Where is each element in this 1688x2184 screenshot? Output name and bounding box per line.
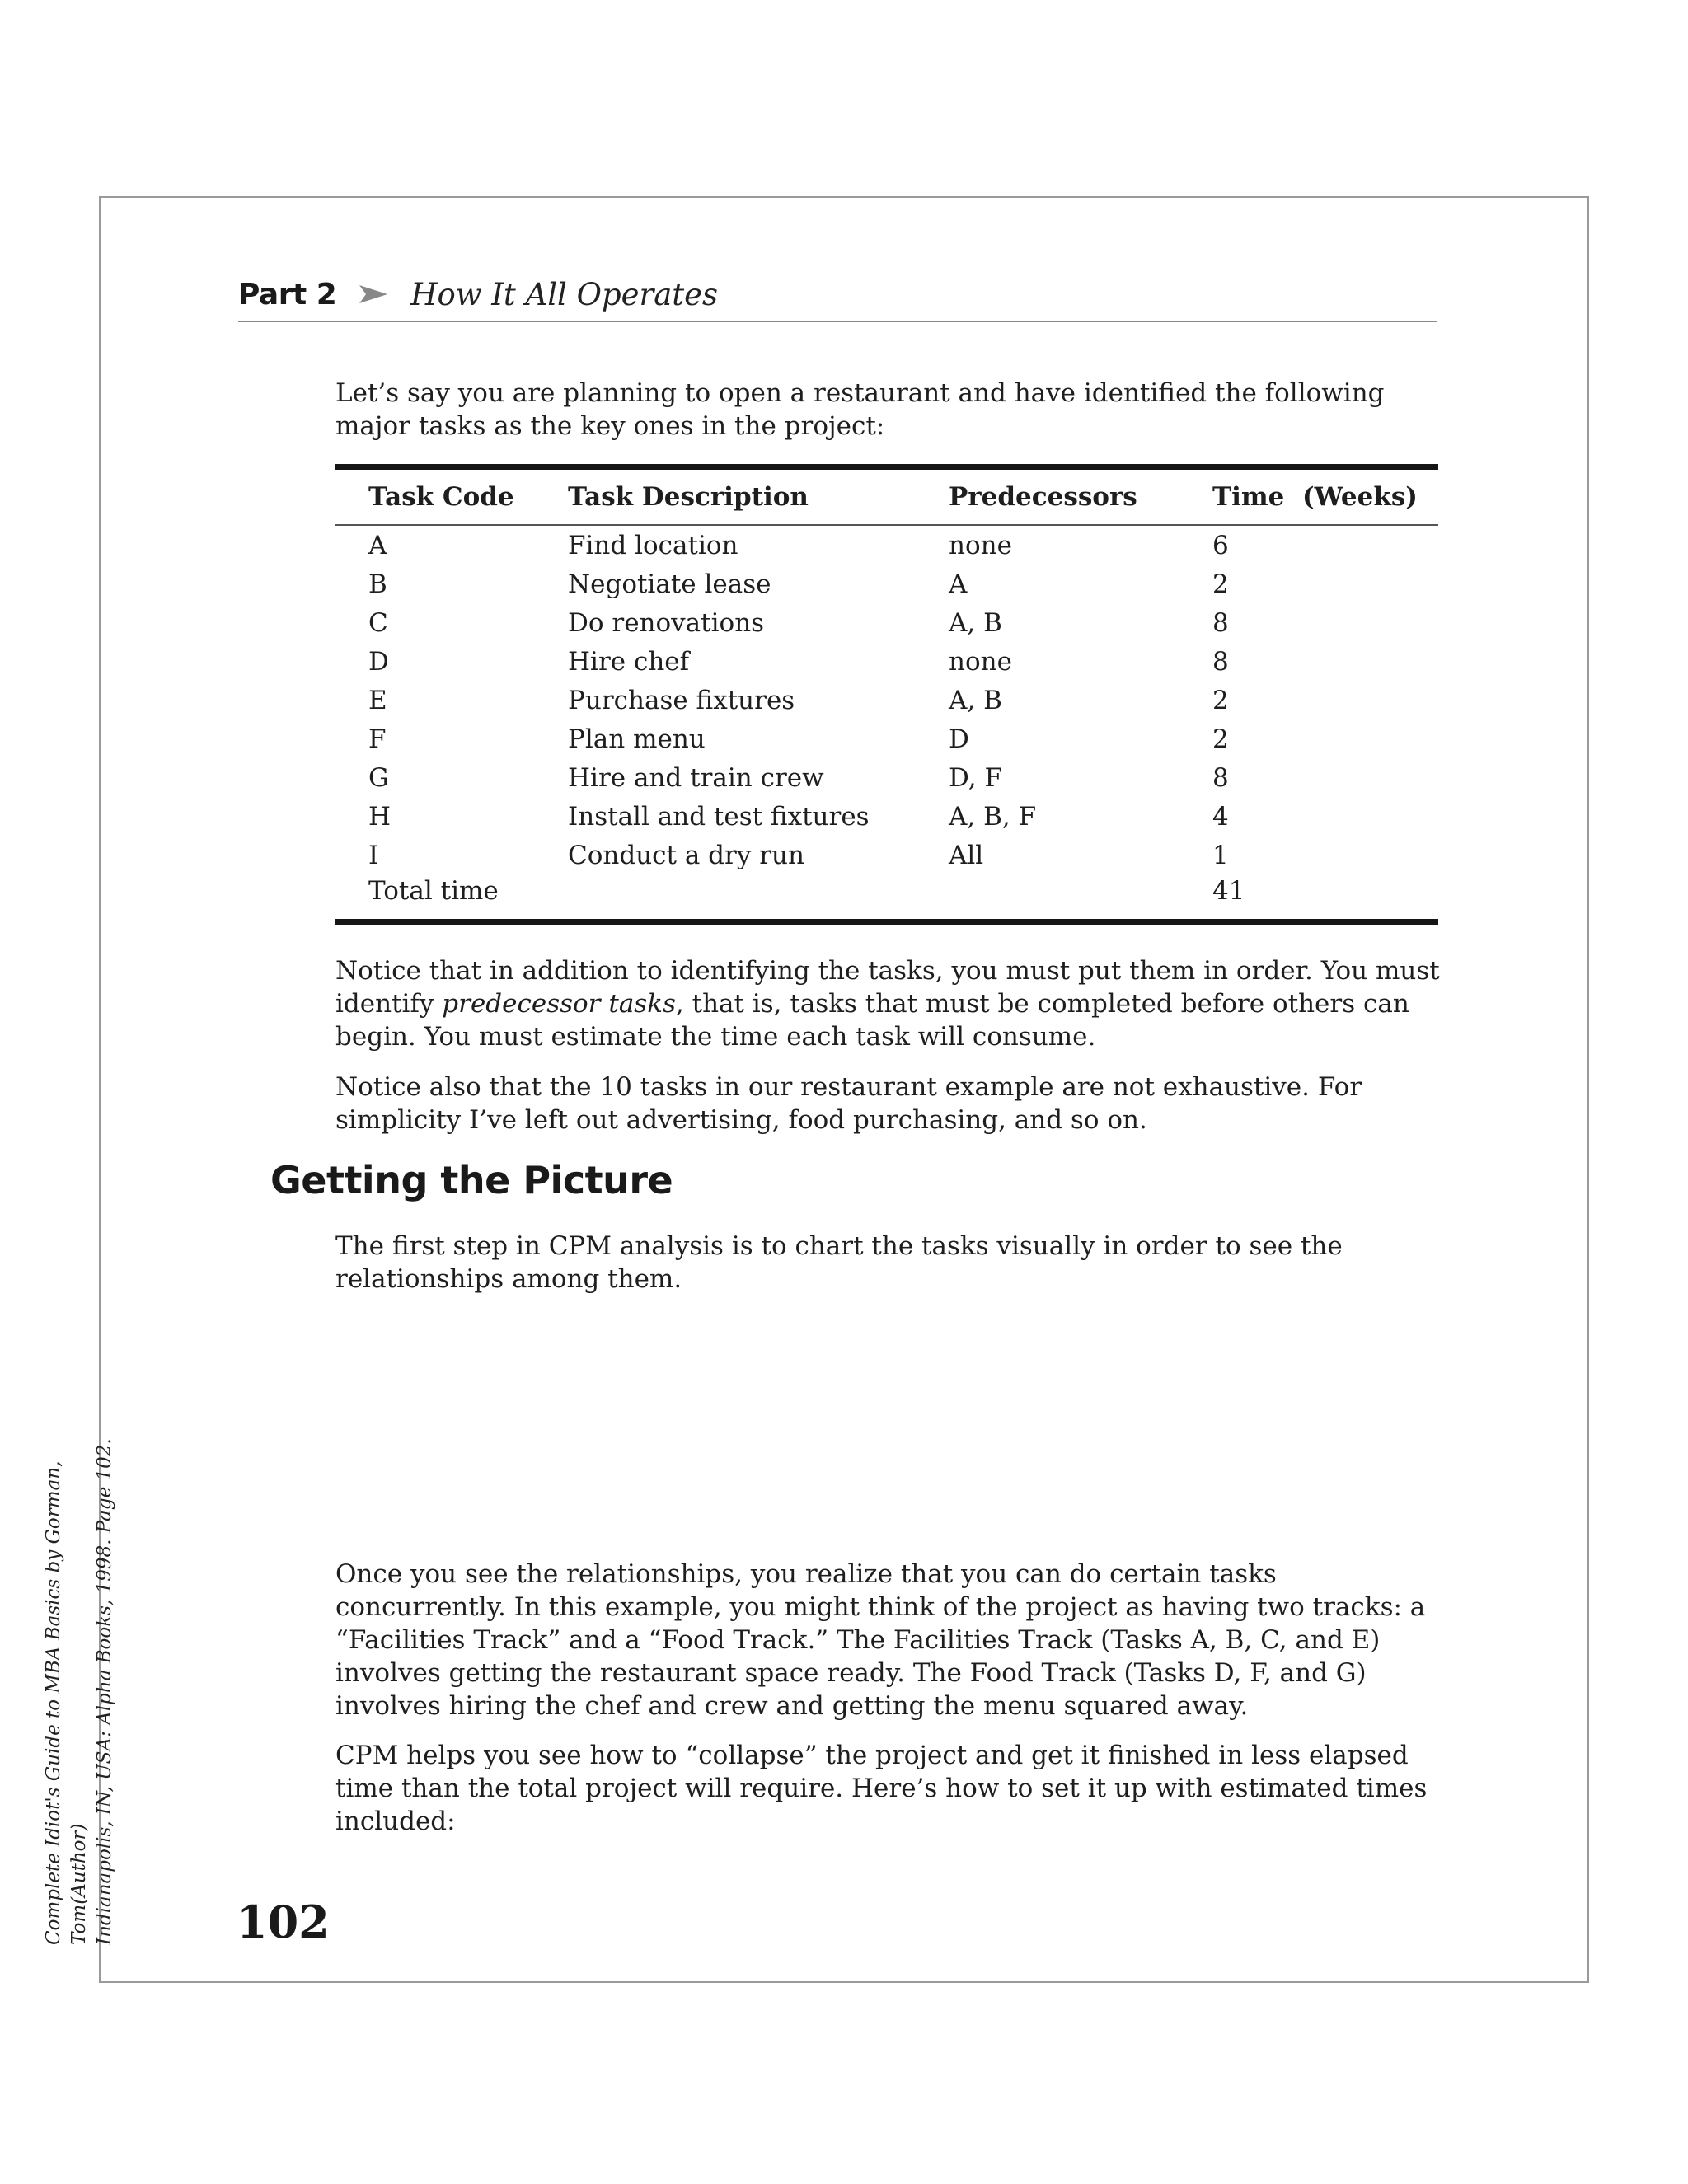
side-credit-line-1: Complete Idiot's Guide to MBA Basics by Gorman, Tom(Author) <box>43 1460 90 1945</box>
header-task-description: Task Description <box>568 467 949 526</box>
task-time: 4 <box>1212 801 1229 832</box>
task-predecessors: none <box>949 530 1012 560</box>
task-description: Do renovations <box>568 607 765 638</box>
task-time: 8 <box>1212 762 1229 793</box>
section-heading: Getting the Picture <box>270 1158 673 1202</box>
task-predecessors: All <box>949 840 984 870</box>
table-row <box>335 758 1438 797</box>
task-predecessors: D <box>949 724 969 754</box>
task-description: Hire and train crew <box>568 762 824 793</box>
total-time: 41 <box>1212 876 1245 906</box>
arrow-icon <box>359 284 387 305</box>
task-code: A <box>368 530 387 560</box>
collapse-paragraph: CPM helps you see how to “collapse” the project and get it finished in less elapsed time than the total project will require. Here’s how to set it up with estimated times included: <box>335 1741 1428 1836</box>
side-credit <box>41 1368 118 1945</box>
table-row <box>335 681 1438 719</box>
task-predecessors: none <box>949 646 1012 677</box>
task-code: D <box>368 646 389 677</box>
task-description: Conduct a dry run <box>568 840 804 870</box>
cpm-intro-paragraph: The first step in CPM analysis is to chart the tasks visually in order to see the relationships among them. <box>335 1231 1343 1294</box>
task-predecessors: A <box>949 569 968 599</box>
task-description: Purchase fixtures <box>568 685 795 715</box>
notice-emphasis: predecessor tasks <box>442 989 676 1019</box>
task-description: Hire chef <box>568 646 690 677</box>
chapter-title: How It All Operates <box>410 276 719 312</box>
task-code: C <box>368 607 388 638</box>
task-code: B <box>368 569 387 599</box>
task-description: Install and test fixtures <box>568 801 870 832</box>
header-task-code: Task Code <box>335 467 568 526</box>
task-code: E <box>368 685 387 715</box>
notice-paragraph-2: Notice also that the 10 tasks in our restaurant example are not exhaustive. For simplicity I’ve left out advertising, food purchasing, and so on. <box>335 1072 1362 1135</box>
task-code: F <box>368 724 387 754</box>
task-predecessors: A, B, F <box>949 801 1037 832</box>
running-head <box>238 268 1437 322</box>
task-predecessors: D, F <box>949 762 1002 793</box>
task-time: 2 <box>1212 569 1229 599</box>
table-row <box>335 797 1438 836</box>
table-row <box>335 719 1438 758</box>
notice-paragraph-1 <box>335 954 1440 1053</box>
header-time-weeks: Time (Weeks) <box>1212 467 1438 526</box>
task-time: 1 <box>1212 840 1229 870</box>
table-header-row <box>335 467 1438 526</box>
intro-paragraph: Let’s say you are planning to open a restaurant and have identified the following major tasks as the key ones in the project: <box>335 378 1385 441</box>
task-table <box>335 464 1438 925</box>
task-time: 2 <box>1212 724 1229 754</box>
task-code: G <box>368 762 389 793</box>
table-row <box>335 565 1438 603</box>
notice-text-start: Notice that in addition to identifying the tasks, you must put them in order. You must identify <box>335 956 1440 1019</box>
task-predecessors: A, B <box>949 685 1002 715</box>
task-time: 6 <box>1212 530 1229 560</box>
task-predecessors <box>949 874 1212 922</box>
table-row <box>335 836 1438 874</box>
task-description: Negotiate lease <box>568 569 771 599</box>
task-description <box>568 874 949 922</box>
table-row <box>335 642 1438 681</box>
task-code: I <box>368 840 379 870</box>
concurrent-paragraph: Once you see the relationships, you realize that you can do certain tasks concurrently. In this example, you might think of the project as having two tracks: a “Facilities Track” and a “Food Track.” The Facilities Track (Tasks A, B, C, and E) involves getting the restaurant space ready. The Food Track (Tasks D, F, and G) involves hiring the chef and crew and getting the menu squared away. <box>335 1559 1426 1721</box>
task-time: 8 <box>1212 646 1229 677</box>
total-label: Total time <box>368 876 499 906</box>
side-credit-line-2: Indianapolis, IN, USA: Alpha Books, 1998. Page 102. <box>94 1438 115 1945</box>
task-description: Plan menu <box>568 724 706 754</box>
part-label: Part 2 <box>238 277 337 312</box>
table-row-total <box>335 874 1438 922</box>
task-code: H <box>368 801 392 832</box>
task-time: 2 <box>1212 685 1229 715</box>
page-number: 102 <box>237 1896 330 1948</box>
table-row <box>335 525 1438 565</box>
task-description: Find location <box>568 530 738 560</box>
notice-text-end: , that is, tasks that must be completed before others can begin. You must estimate the time each task will consume. <box>335 989 1409 1052</box>
table-row <box>335 603 1438 642</box>
task-predecessors: A, B <box>949 607 1002 638</box>
task-time: 8 <box>1212 607 1229 638</box>
header-predecessors: Predecessors <box>949 467 1212 526</box>
